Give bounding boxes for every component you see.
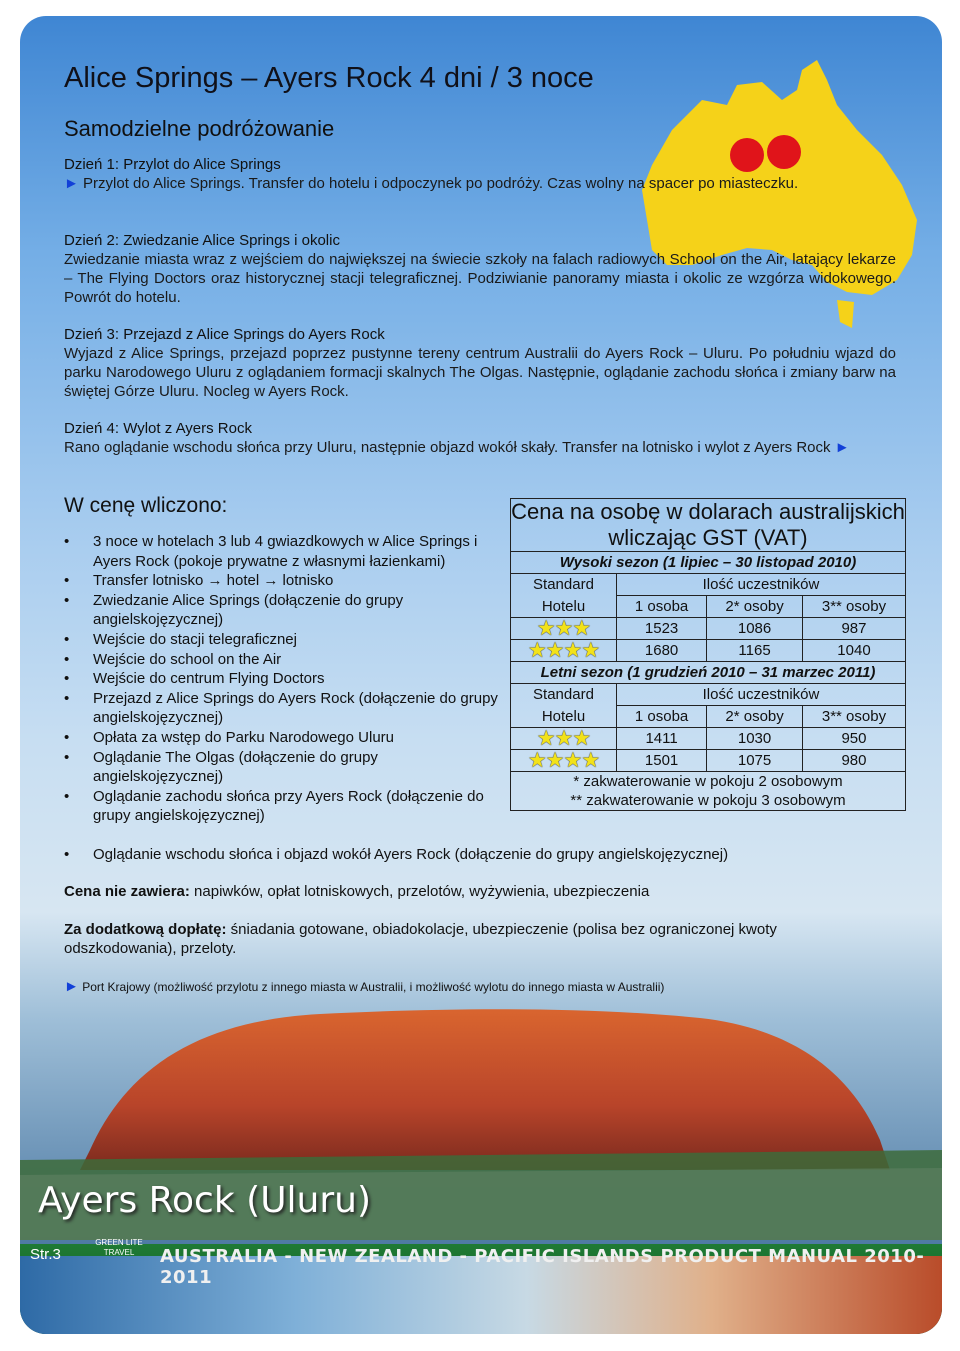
included-title: W cenę wliczono:	[64, 494, 228, 517]
arrow-icon: ►	[64, 978, 79, 995]
day-4-text: Rano oglądanie wschodu słońca przy Uluru, następnie objazd wokół skały. Transfer na lotnisko i wylot z Ayers Rock	[64, 439, 831, 456]
table-row	[511, 618, 906, 640]
day-4	[64, 419, 896, 457]
star-rating-icon: ★★★★	[511, 640, 617, 662]
col-3-osoby: 3** osoby	[802, 596, 905, 618]
price-cell: 1501	[617, 750, 707, 772]
price-cell: 1086	[707, 618, 803, 640]
page-title: Alice Springs – Ayers Rock 4 dni / 3 noce	[64, 62, 594, 94]
page-number: Str.3	[30, 1246, 61, 1263]
day-1-text: Przylot do Alice Springs. Transfer do hotelu i odpoczynek po podróży. Czas wolny na spacer po miasteczku.	[83, 175, 799, 192]
price-cell: 1030	[707, 728, 803, 750]
list-item: • 3 noce w hotelach 3 lub 4 gwiazdkowych w Alice Springs i Ayers Rock (pokoje prywatne z własnymi łazienkami)	[64, 532, 504, 571]
day-2-text: Zwiedzanie miasta wraz z wejściem do największej na świecie szkoły na falach radiowych School on the Air, latający lekarze – The Flying Doctors oraz historycznej stacji telegraficznej. Podziwianie panoramy miasta i okolic ze wzgórza widokowego. Powrót do hotelu.	[64, 251, 896, 306]
price-cell: 1411	[617, 728, 707, 750]
price-cell: 987	[802, 618, 905, 640]
footer-banner: AUSTRALIA - NEW ZEALAND - PACIFIC ISLANDS PRODUCT MANUAL 2010-2011	[160, 1246, 925, 1288]
star-rating-icon: ★★★★	[511, 750, 617, 772]
included-list	[64, 532, 504, 826]
not-included	[64, 883, 649, 900]
list-item: • Oglądanie The Olgas (dołączenie do grupy angielskojęzycznej)	[64, 748, 504, 787]
table-row	[511, 750, 906, 772]
list-item: • Przejazd z Alice Springs do Ayers Rock (dołączenie do grupy angielskojęzycznej)	[64, 689, 504, 728]
extra-cost-text: śniadania gotowane, obiadokolacje, ubezpieczenie (polisa bez ograniczonej kwoty odszkodowania), przeloty.	[64, 921, 777, 957]
list-item: • Transfer lotnisko → hotel → lotnisko	[64, 571, 504, 591]
day-4-title: Dzień 4: Wylot z Ayers Rock	[64, 420, 252, 437]
hotel-label: Hotelu	[511, 706, 617, 728]
day-2-title: Dzień 2: Zwiedzanie Alice Springs i okolic	[64, 232, 340, 249]
page-subtitle: Samodzielne podróżowanie	[64, 116, 335, 141]
col-3-osoby: 3** osoby	[802, 706, 905, 728]
list-item: • Opłata za wstęp do Parku Narodowego Uluru	[64, 728, 504, 748]
photo-label: Ayers Rock (Uluru)	[38, 1180, 372, 1221]
day-3	[64, 325, 896, 401]
price-table	[510, 498, 906, 811]
list-item: • Oglądanie zachodu słońca przy Ayers Rock (dołączenie do grupy angielskojęzycznej)	[64, 787, 504, 826]
day-1	[64, 155, 896, 193]
day-3-text: Wyjazd z Alice Springs, przejazd poprzez pustynne tereny centrum Australii do Ayers Rock – Uluru. Po południu wjazd do parku Narodowego Uluru z oglądaniem formacji skalnych The Olgas. Następnie, oglądanie zachodu słońca i zmiany barw na świętej Górze Uluru. Nocleg w Ayers Rock.	[64, 345, 896, 400]
arrow-icon: ►	[64, 175, 79, 192]
extra-cost	[64, 920, 864, 958]
extra-cost-label: Za dodatkową dopłatę:	[64, 921, 227, 938]
price-cell: 1523	[617, 618, 707, 640]
day-1-title: Dzień 1: Przylot do Alice Springs	[64, 156, 281, 173]
table-row	[511, 728, 906, 750]
port-note	[64, 978, 664, 995]
standard-label: Standard	[511, 574, 617, 596]
price-table-title: Cena na osobę w dolarach australijskich wliczając GST (VAT)	[511, 499, 905, 550]
arrow-icon: ►	[834, 439, 850, 456]
price-cell: 1040	[802, 640, 905, 662]
price-cell: 1075	[707, 750, 803, 772]
day-3-title: Dzień 3: Przejazd z Alice Springs do Ayers Rock	[64, 326, 385, 343]
star-rating-icon: ★★★	[511, 728, 617, 750]
star-rating-icon: ★★★	[511, 618, 617, 640]
list-item: • Oglądanie wschodu słońca i objazd wokół Ayers Rock (dołączenie do grupy angielskojęzycznej)	[64, 845, 728, 865]
not-included-text: napiwków, opłat lotniskowych, przelotów, wyżywienia, ubezpieczenia	[189, 883, 650, 900]
participants-label: Ilość uczestników	[617, 574, 906, 596]
price-cell: 1165	[707, 640, 803, 662]
season-high-label: Wysoki sezon (1 lipiec – 30 listopad 2010)	[511, 552, 906, 574]
list-item: • Wejście do school on the Air	[64, 650, 504, 670]
note-2-person: * zakwaterowanie w pokoju 2 osobowym	[511, 772, 906, 792]
list-item: • Zwiedzanie Alice Springs (dołączenie do grupy angielskojęzycznej)	[64, 591, 504, 630]
list-item: • Wejście do stacji telegraficznej	[64, 630, 504, 650]
season-summer-label: Letni sezon (1 grudzień 2010 – 31 marzec 2011)	[511, 662, 906, 684]
not-included-label: Cena nie zawiera:	[64, 883, 190, 900]
port-text: Port Krajowy (możliwość przylotu z innego miasta w Australii, i możliwość wylotu do innego miasta w Australii)	[82, 980, 665, 994]
col-2-osoby: 2* osoby	[707, 596, 803, 618]
green-lite-travel-logo: GREEN LITE TRAVEL	[95, 1238, 143, 1257]
list-item: • Wejście do centrum Flying Doctors	[64, 669, 504, 689]
col-1-osoba: 1 osoba	[617, 706, 707, 728]
note-3-person: ** zakwaterowanie w pokoju 3 osobowym	[511, 791, 906, 811]
table-row	[511, 640, 906, 662]
col-2-osoby: 2* osoby	[707, 706, 803, 728]
participants-label: Ilość uczestników	[617, 684, 906, 706]
standard-label: Standard	[511, 684, 617, 706]
day-2	[64, 231, 896, 307]
col-1-osoba: 1 osoba	[617, 596, 707, 618]
hotel-label: Hotelu	[511, 596, 617, 618]
price-cell: 980	[802, 750, 905, 772]
price-cell: 1680	[617, 640, 707, 662]
price-cell: 950	[802, 728, 905, 750]
